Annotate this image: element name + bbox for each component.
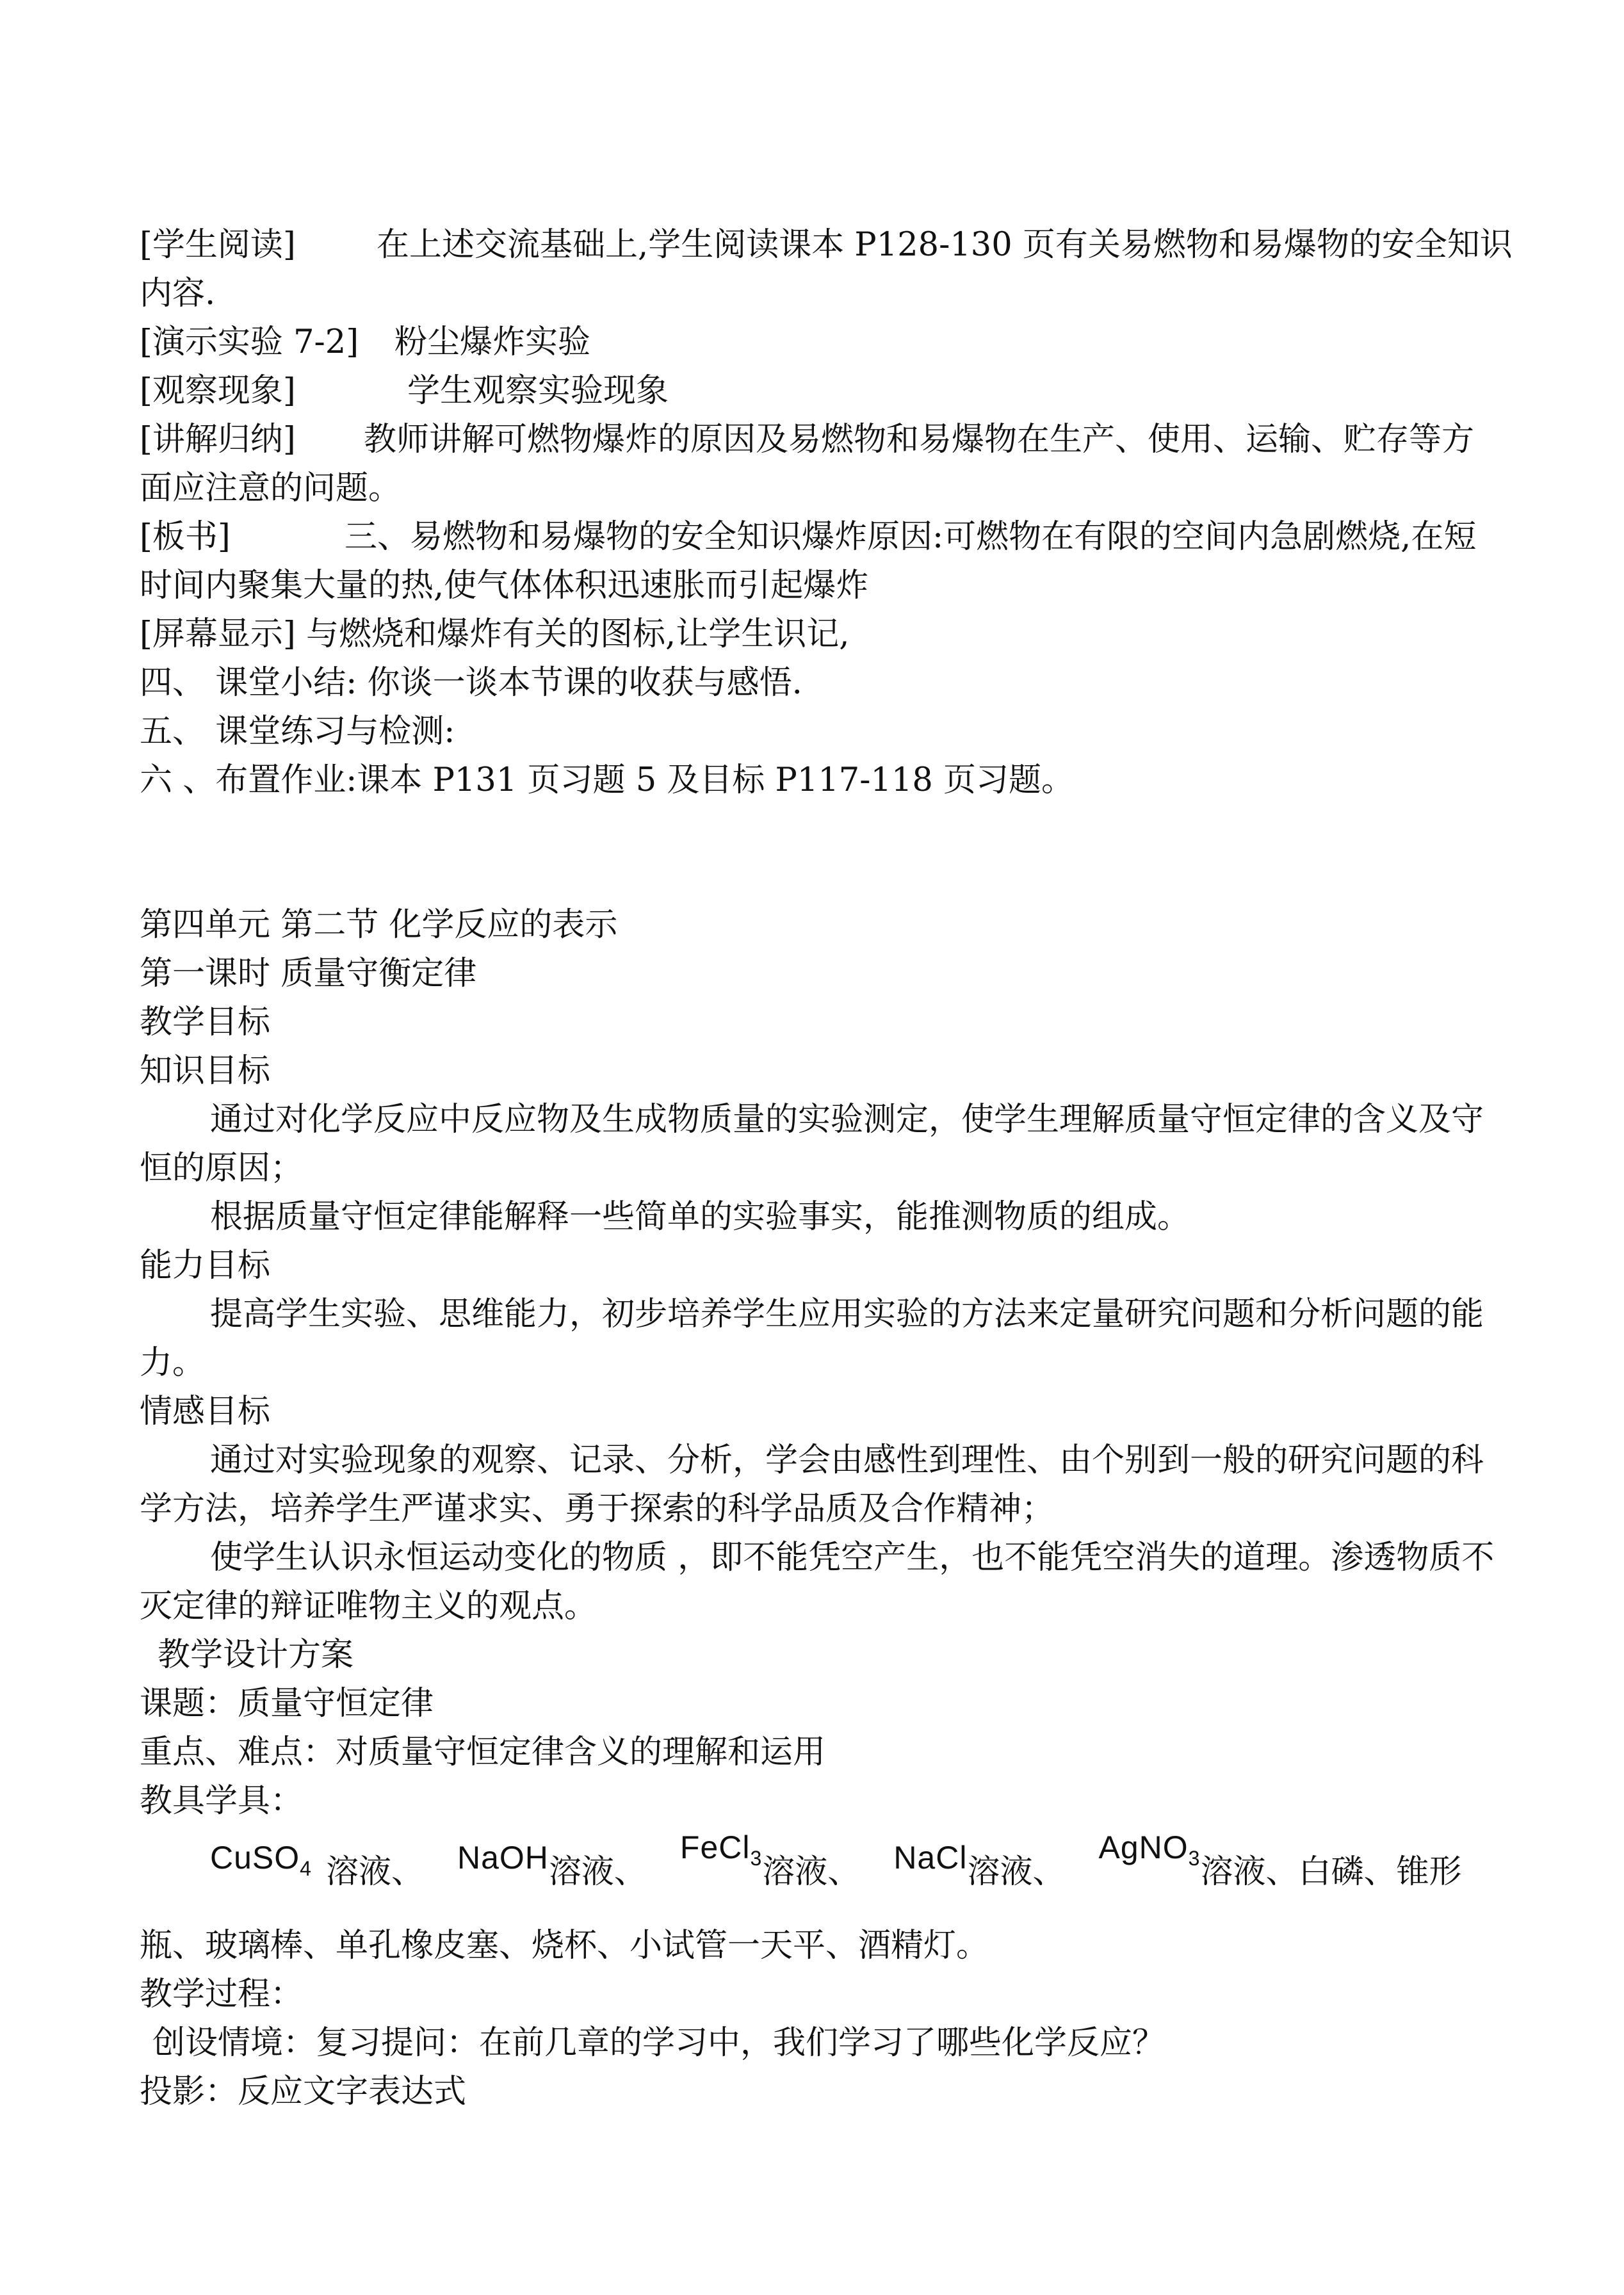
paragraph-observe [140, 367, 1497, 416]
section-gap [140, 805, 1497, 901]
emotion-heading: 情感目标 [140, 1393, 271, 1431]
process-heading: 教学过程： [140, 1975, 304, 2013]
reagent-row [140, 1829, 1497, 1895]
tools-cont: 瓶、玻璃棒、单孔橡皮塞、烧杯、小试管一天平、酒精灯。 [140, 1927, 989, 1965]
paragraph-explain [140, 416, 1497, 464]
text-student-reading: 在上述交流基础上,学生阅读课本 P128-130 页有关易燃物和易爆物的安全知识 [377, 226, 1513, 264]
solution-label-tail: 溶液、白磷、锥形 [1200, 1853, 1462, 1891]
reagent-list [140, 1826, 1497, 1922]
document-page [140, 221, 1513, 2116]
formula-fecl3 [680, 1829, 762, 1870]
text-explain-cont: 面应注意的问题。 [140, 469, 402, 507]
solution-label-4: 溶液、 [967, 1853, 1066, 1891]
paragraph-demo-experiment [140, 318, 1497, 367]
text-board: 三、易燃物和易爆物的安全知识爆炸原因:可燃物在有限的空间内急剧燃烧,在短 [345, 518, 1477, 556]
design-heading: 教学设计方案 [158, 1636, 354, 1674]
text-observe: 学生观察实验现象 [407, 372, 669, 410]
solution-label-2: 溶液、 [548, 1853, 647, 1891]
text-homework: 六 、布置作业:课本 P131 页习题 5 及目标 P117-118 页习题。 [140, 761, 1075, 799]
knowledge-heading: 知识目标 [140, 1052, 271, 1090]
tag-observe: [观察现象] [140, 372, 296, 410]
formula-cuso4-main: CuSO [210, 1840, 300, 1876]
situation-line: 创设情境：复习提问：在前几章的学习中，我们学习了哪些化学反应？ [152, 2024, 1165, 2062]
text-demo-experiment: 粉尘爆炸实验 [394, 323, 591, 361]
paragraph-student-reading [140, 221, 1513, 270]
knowledge-item-1: 通过对化学反应中反应物及生成物质量的实验测定，使学生理解质量守恒定律的含义及守 [210, 1101, 1484, 1139]
goals-heading: 教学目标 [140, 1003, 271, 1041]
formula-cuso4-sub: 4 [300, 1857, 312, 1880]
emotion-item-1-cont: 学方法，培养学生严谨求实、勇于探索的科学品质及合作精神； [140, 1490, 1055, 1528]
emotion-item-2-cont: 灭定律的辩证唯物主义的观点。 [140, 1587, 597, 1625]
paragraph-board [140, 513, 1497, 562]
text-practice: 五、 课堂练习与检测: [140, 713, 455, 750]
projection-line: 投影：反应文字表达式 [140, 2073, 467, 2111]
tools-heading: 教具学具： [140, 1782, 304, 1820]
text-screen-display: [屏幕显示] 与燃烧和爆炸有关的图标,让学生识记, [140, 615, 850, 653]
knowledge-item-1-cont: 恒的原因； [140, 1149, 304, 1187]
ability-heading: 能力目标 [140, 1247, 271, 1285]
text-summary: 四、 课堂小结: 你谈一谈本节课的收获与感悟. [140, 664, 802, 702]
tag-student-reading: [学生阅读] [140, 226, 296, 264]
tag-demo-experiment: [演示实验 7-2] [140, 323, 359, 361]
formula-agno3-main: AgNO [1098, 1829, 1189, 1865]
tag-explain: [讲解归纳] [140, 421, 296, 458]
solution-label-3: 溶液、 [762, 1853, 861, 1891]
ability-item-1-cont: 力。 [140, 1344, 206, 1382]
solution-label-1: 溶液、 [325, 1853, 424, 1891]
keypoints-line: 重点、难点：对质量守恒定律含义的理解和运用 [140, 1733, 826, 1771]
formula-nacl: NaCl [893, 1840, 968, 1876]
emotion-item-1: 通过对实验现象的观察、记录、分析，学会由感性到理性、由个别到一般的研究问题的科 [210, 1441, 1484, 1479]
tag-board: [板书] [140, 518, 231, 556]
formula-agno3-sub: 3 [1188, 1847, 1201, 1870]
lesson-heading: 第一课时 质量守衡定律 [140, 955, 477, 993]
formula-fecl3-sub: 3 [750, 1847, 763, 1870]
ability-item-1: 提高学生实验、思维能力，初步培养学生应用实验的方法来定量研究问题和分析问题的能 [210, 1295, 1484, 1333]
unit-heading: 第四单元 第二节 化学反应的表示 [140, 906, 618, 944]
formula-fecl3-main: FeCl [679, 1829, 751, 1865]
formula-naoh: NaOH [457, 1840, 549, 1876]
knowledge-item-2: 根据质量守恒定律能解释一些简单的实验事实，能推测物质的组成。 [210, 1198, 1190, 1236]
text-explain: 教师讲解可燃物爆炸的原因及易燃物和易爆物在生产、使用、运输、贮存等方 [364, 421, 1475, 458]
formula-agno3 [1098, 1829, 1200, 1870]
text-student-reading-cont: 内容. [140, 275, 216, 312]
text-board-cont: 时间内聚集大量的热,使气体体积迅速胀而引起爆炸 [140, 567, 869, 604]
formula-cuso4 [210, 1839, 312, 1881]
emotion-item-2: 使学生认识永恒运动变化的物质 ，即不能凭空产生，也不能凭空消失的道理。渗透物质不 [210, 1539, 1495, 1577]
topic-line: 课题：质量守恒定律 [140, 1685, 434, 1723]
